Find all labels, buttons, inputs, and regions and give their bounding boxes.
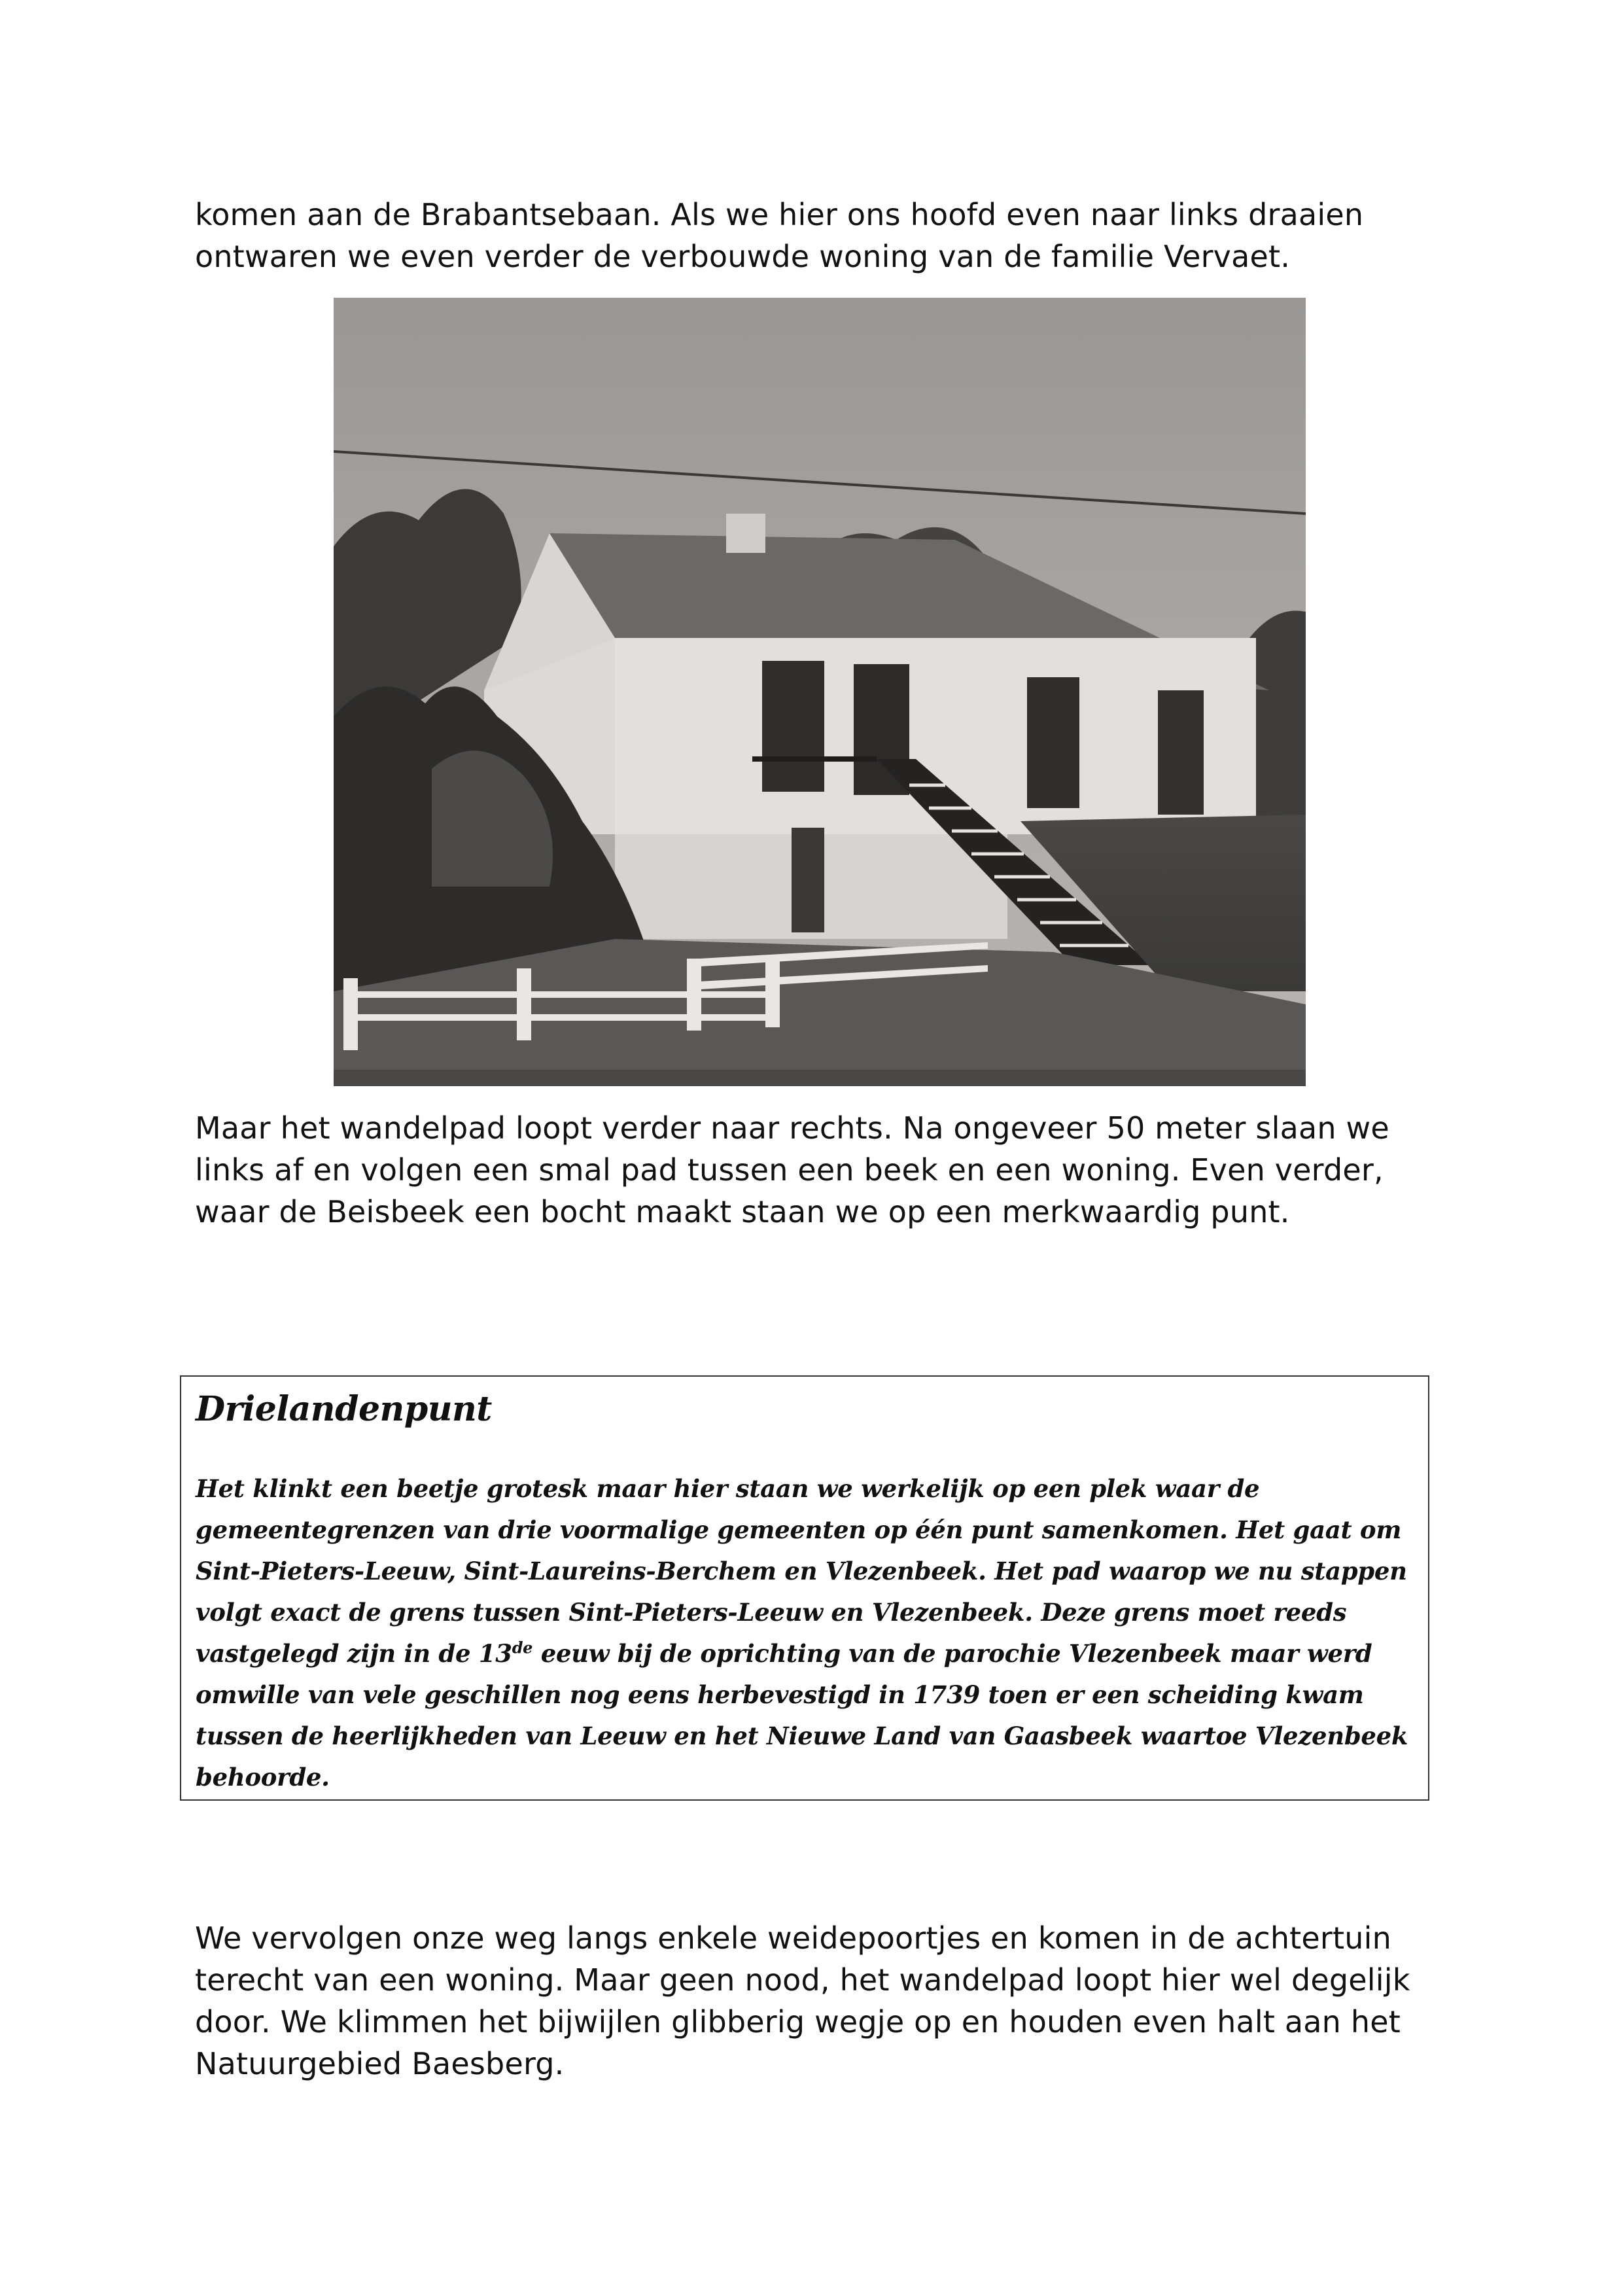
info-box-superscript: de — [512, 1638, 533, 1657]
info-box-text — [196, 1468, 1416, 1798]
house-photo — [334, 298, 1306, 1086]
middle-paragraph: Maar het wandelpad loopt verder naar rechts. Na ongeveer 50 meter slaan we links af en volgen een smal pad tussen een beek en een woning. Even verder, waar de Beisbeek een bocht maakt staan we op een merkwaardig punt. — [195, 1110, 1389, 1229]
drielandenpunt-info-box — [180, 1375, 1429, 1801]
info-box-text-part2: eeuw bij de oprichting van de parochie Vlezenbeek maar werd omwille van vele geschillen nog eens herbevestigd in 1739 toen er een scheiding kwam tussen de heerlijkheden van Leeuw en het Nieuwe Land van Gaasbeek waartoe Vlezenbeek behoorde. — [196, 1639, 1408, 1792]
intro-paragraph: komen aan de Brabantsebaan. Als we hier ons hoofd even naar links draaien ontwaren we even verder de verbouwde woning van de familie Vervaet. — [195, 197, 1364, 274]
info-box-title: Drielandenpunt — [196, 1389, 492, 1429]
info-box-text-part1: Het klinkt een beetje grotesk maar hier staan we werkelijk op een plek waar de gemeentegrenzen van drie voormalige gemeenten op één punt samenkomen. Het gaat om Sint-Pieters-Leeuw, Sint-Laureins-Berchem en Vlezenbeek. Het pad waarop we nu stappen volgt exact de grens tussen Sint-Pieters-Leeuw en Vlezenbeek. Deze grens moet reeds vastgelegd zijn in de 13 — [196, 1474, 1407, 1668]
house-photo-drawing — [334, 298, 1306, 1086]
closing-paragraph: We vervolgen onze weg langs enkele weidepoortjes en komen in de achtertuin terecht van een woning. Maar geen nood, het wandelpad loopt hier wel degelijk door. We klimmen het bijwijlen glibberig wegje op en houden even halt aan het Natuurgebied Baesberg. — [195, 1920, 1410, 2081]
